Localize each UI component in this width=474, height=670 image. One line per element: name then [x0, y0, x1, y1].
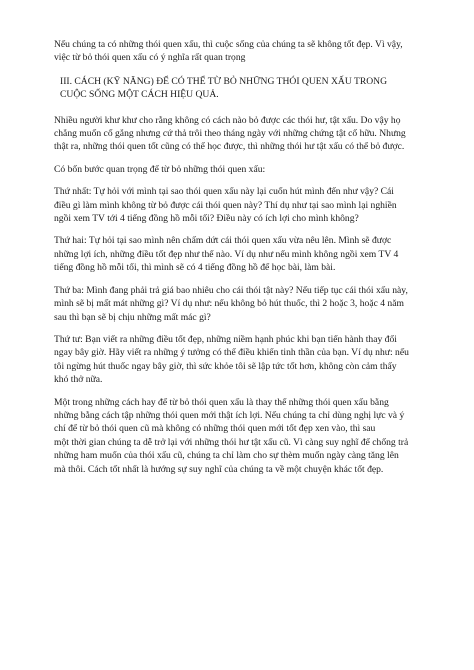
text-line: thật ra, những thói quen tốt cũng có thể học được, thì những thói hư tật xấu có thể bỏ được.: [54, 141, 405, 153]
heading-line: CUỘC SỐNG MỘT CÁCH HIỆU QUẢ.: [60, 89, 219, 101]
text-line: khó thở nữa.: [54, 374, 103, 386]
body-paragraph: [54, 333, 420, 387]
text-line: Thứ nhất: Tự hỏi với mình tại sao thói quen xấu này lại cuốn hút mình đến như vậy? Cái: [54, 186, 394, 198]
text-line: Thứ ba: Mình đang phải trả giá bao nhiêu cho cái thói tật này? Nếu tiếp tục cái thói xấu này,: [54, 284, 408, 296]
text-line: chẳng muốn cố gắng nhưng cứ thả trôi theo tháng ngày với những chứng tật cố hữu. Nhưng: [54, 128, 406, 140]
text-line: sau thì bạn sẽ bị chịu những mất mác gì?: [54, 311, 211, 323]
text-line: việc từ bỏ thói quen xấu có ý nghĩa rất quan trọng: [54, 52, 246, 64]
body-paragraph: [54, 163, 420, 176]
body-paragraph: [54, 114, 420, 154]
body-paragraph: [54, 284, 420, 324]
text-line: chí để từ bỏ thói quen cũ mà không có những thói quen mới tốt đẹp xen vào, thì sau: [54, 423, 376, 435]
text-line: Thứ tư: Bạn viết ra những điều tốt đẹp, những niềm hạnh phúc khi bạn tiến hành thay đổi: [54, 333, 397, 345]
text-line: Một trong những cách hay để từ bỏ thói quen xấu là thay thế những thói quen xấu bằng: [54, 396, 389, 408]
text-line: điều gì làm mình không từ bỏ được cái thói quen này? Thí dụ như tại sao mình lại nghiền: [54, 199, 397, 211]
text-line: Có bốn bước quan trọng để từ bỏ những thói quen xấu:: [54, 163, 266, 175]
text-line: những lợi ích, những điều tốt đẹp như thế nào. Ví dụ như nếu mình không ngồi xem TV 4: [54, 248, 399, 260]
text-line: một thời gian chúng ta dễ trở lại với những thói hư tật xấu cũ. Vì càng suy nghĩ để chống trả: [54, 436, 409, 448]
text-line: Thứ hai: Tự hỏi tại sao mình nên chấm dứt cái thói quen xấu vừa nêu lên. Mình sẽ được: [54, 235, 392, 247]
text-line: những ham muốn của thói xấu cũ, chúng ta chỉ làm cho sự thèm muốn ngày càng tăng lên: [54, 450, 399, 462]
body-paragraph: [54, 234, 420, 274]
heading-line: III. CÁCH (KỸ NĂNG) ĐỂ CÓ THỂ TỪ BỎ NHỮNG THÓI QUEN XẤU TRONG: [60, 75, 388, 87]
intro-paragraph: [54, 38, 420, 65]
body-paragraphs: [54, 114, 420, 476]
text-line: mình sẽ bị mất mát những gì? Ví dụ như: nếu không bỏ hút thuốc, thì 2 hoặc 3, hoặc 4 năm: [54, 298, 404, 310]
text-line: Nếu chúng ta có những thói quen xấu, thì cuộc sống của chúng ta sẽ không tốt đẹp. Vì vậy,: [54, 39, 403, 50]
text-line: những bằng cách tập những thói quen mới thật ích lợi. Nếu chúng ta chỉ dùng nghị lực và ý: [54, 409, 405, 421]
body-paragraph: [54, 396, 420, 476]
text-line: mà thôi. Cách tốt nhất là hướng sự suy nghĩ của chúng ta về một chuyện khác tốt đẹp.: [54, 463, 384, 475]
text-line: tiếng đồng hồ mỗi tối, thì mình sẽ có 4 tiếng đồng hồ để học bài, làm bài.: [54, 262, 336, 274]
text-line: ngồi xem TV tới 4 tiếng đồng hồ mỗi tối? Điều này có ích lợi cho mình không?: [54, 213, 359, 225]
text-line: tôi ngừng hút thuốc ngay bây giờ, thì sức khỏe tôi sẽ lập tức tốt hơn, không còn cảm thấy: [54, 360, 397, 372]
body-paragraph: [54, 185, 420, 225]
text-line: ngay bây giờ. Hãy viết ra những ý tưởng có thể điều khiển tinh thần của bạn. Ví dụ như: nếu: [54, 347, 409, 359]
section-heading: [60, 75, 420, 102]
text-line: Nhiều người khư khư cho rằng không có cách nào bỏ được các thói hư, tật xấu. Do vậy họ: [54, 114, 401, 126]
